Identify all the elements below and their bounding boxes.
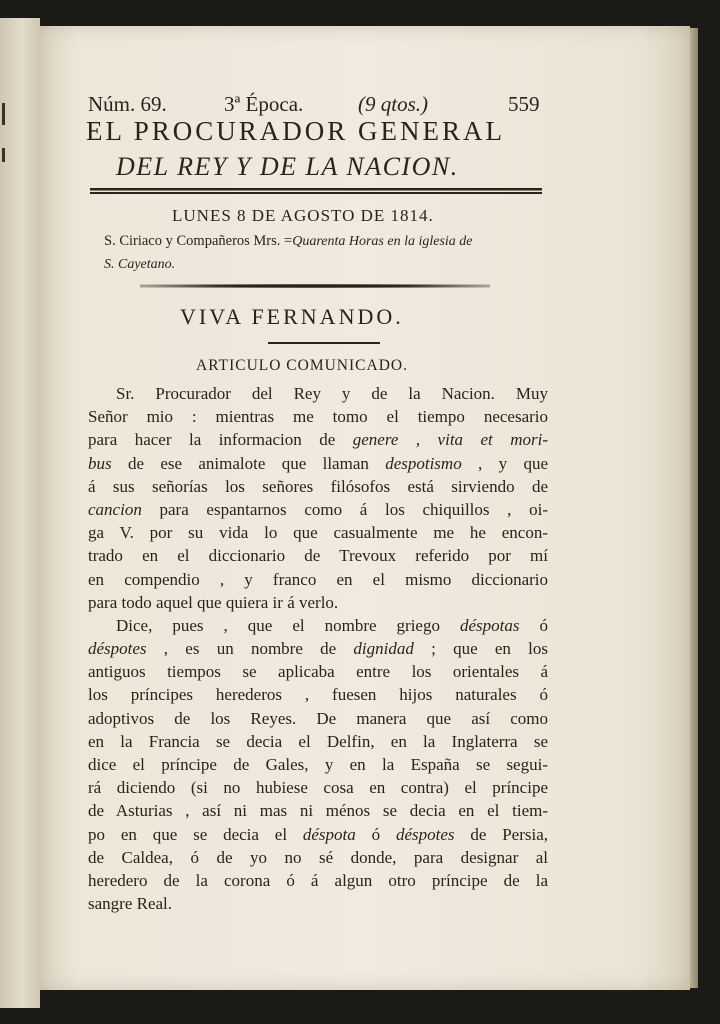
article-emphasis: bus [88,453,112,473]
article-body [88,382,548,915]
article-text: en la Francia se decia el Delfin, en la Inglaterra se [88,731,548,751]
facing-page-ink-mark [2,148,5,162]
article-emphasis: cancion [88,499,142,519]
saints-devotion-location: S. Cayetano. [104,257,176,272]
article-text: en compendio , y franco en el mismo diccionario [88,569,548,589]
article-line [88,544,548,567]
article-text: trado en el diccionario de Trevoux referido por mí [88,546,548,566]
article-line [88,707,548,730]
article-line [88,382,548,405]
article-line [88,823,548,846]
issue-count: (9 qtos.) [358,92,428,116]
masthead-title: EL PROCURADOR GENERAL [86,116,506,146]
article-text: los príncipes herederos , fuesen hijos naturales ó [88,685,548,705]
article-line [88,799,548,822]
article-line [88,428,548,451]
article-text: para todo aquel que quiera ir á verlo. [88,592,339,612]
article-text: adoptivos de los Reyes. De manera que así como [88,708,548,728]
article-emphasis: vita et mori- [437,430,549,450]
article-text: rá diciendo (si no hubiese cosa en contra) el príncipe [88,778,548,798]
masthead-subtitle: DEL REY Y DE LA NACION. [116,152,459,181]
article-text: de Asturias , así ni mas ni ménos se decia en el tiem- [88,801,548,821]
page-edge-shadow [690,28,698,988]
article-line [88,637,548,660]
article-line [88,614,548,637]
article-text: sangre Real. [88,894,173,914]
article-text: ó [355,824,396,844]
article-text: ; que en los [413,639,548,659]
article-emphasis: déspota [302,824,356,844]
article-emphasis: déspotes [395,824,455,844]
article-line [88,660,548,683]
article-emphasis: despotismo [385,453,462,473]
article-line [88,869,548,892]
article-emphasis: genere [352,430,399,450]
slogan: VIVA FERNANDO. [180,304,404,329]
article-text: ó [519,615,548,635]
article-text: Sr. Procurador del Rey y de la Nacion. Muy [116,384,548,403]
article-emphasis: dignidad [353,639,414,659]
article-text: antiguos tiempos se aplicaba entre los orientales á [88,662,548,682]
article-line [88,776,548,799]
article-text: , [398,430,438,450]
article-line [88,498,548,521]
article-text: heredero de la corona ó á algun otro príncipe de la [88,870,548,890]
article-text: , y que [461,453,548,473]
facing-page-edge [0,18,40,1008]
article-text: de Caldea, ó de yo no sé donde, para designar al [88,847,548,867]
article-line [88,683,548,706]
epoch-label: 3ª Época. [224,92,304,116]
article-text: , es un nombre de [146,639,354,659]
article-line [88,452,548,475]
article-line [88,405,548,428]
saints-text: S. Ciriaco y Compañeros Mrs. = [104,233,293,249]
article-emphasis: déspotas [459,615,520,635]
article-text: Señor mio : mientras me tomo el tiempo necesario [88,407,548,427]
article-text: de Persia, [454,824,549,844]
double-rule [90,188,542,194]
article-line [88,892,548,915]
issue-meta-line [50,92,550,118]
article-emphasis: déspotes [88,639,147,659]
saints-devotion: Quarenta Horas en la iglesia de [292,234,473,249]
article-text: para espantarnos como á los chiquillos , oi- [141,499,548,519]
page-number: 559 [508,92,540,116]
article-text: po en que se decia el [88,824,303,844]
ornamental-rule [140,284,490,288]
article-text: dice el príncipe de Gales, y en la España se segui- [88,755,548,774]
article-line [88,730,548,753]
article-heading: ARTICULO COMUNICADO. [196,357,408,374]
article-text: ga V. por su vida lo que casualmente me he encon- [88,523,548,543]
article-text: para hacer la informacion de [88,430,353,450]
article-text: Dice, pues , que el nombre griego [116,615,460,635]
article-text: á sus señorías los señores filósofos está sirviendo de [88,476,548,496]
issue-date: LUNES 8 DE AGOSTO DE 1814. [172,206,434,225]
article-line [88,591,548,614]
issue-number: Núm. 69. [88,92,167,116]
facing-page-ink-mark [2,103,5,125]
article-text: de ese animalote que llaman [111,453,386,473]
article-line [88,568,548,591]
article-line [88,475,548,498]
article-line [88,846,548,869]
saints-of-the-day [104,230,550,276]
article-line [88,753,548,776]
short-rule [268,342,380,344]
article-line [88,521,548,544]
